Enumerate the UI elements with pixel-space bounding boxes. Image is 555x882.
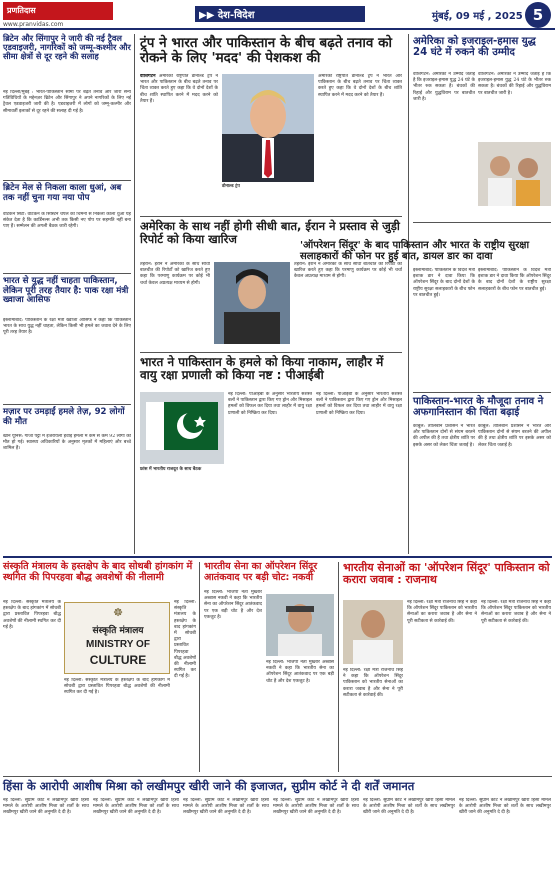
hostage-photo [478,142,551,206]
bottom-body-4a: नई दिल्ली: सुप्रीम कोर्ट ने लखीमपुर खीरी हिंसा मामले के आरोपी आशीष मिश्रा को शर्तों के साथ लखीमपुर खीरी जाने की अनुमति दे दी है। [3,798,89,816]
ministry-english-2: CULTURE [89,653,147,667]
pakistan-flag-illustration [140,392,224,464]
flag-caption: फ्रांस में भारतीय राजदूत के साथ बैठक [140,467,202,472]
bottom-body-3c: नई दिल्ली: रक्षा मंत्री राजनाथ सिंह ने कहा कि ऑपरेशन सिंदूर पाकिस्तान को भारतीय सेनाओं का करारा जवाब है और सेना ने पूरी सटीकता से कार्रवाई की। [481,600,551,624]
site-url: www.pranvidas.com [3,21,64,28]
center-body-2b: तेहरान: ईरान ने अमेरिका के साथ सीधी बातचीत की रिपोर्टों को खारिज करते हुए कहा कि परमाणु कार्यक्रम पर कोई भी चर्चा केवल अप्रत्यक्ष माध्यम से होगी। [294,262,402,280]
ministry-english-1: MINISTRY OF [86,639,150,650]
bottom-headline-3: भारतीय सेनाओं का 'ऑपरेशन सिंदूर' पाकिस्तान को करारा जवाब : राजनाथ [343,561,550,587]
naqvi-illustration [266,594,334,656]
bottom-body-1c: नई दिल्ली: संस्कृति मंत्रालय के हस्तक्षेप के बाद हांगकांग में सोथबी द्वारा प्रस्तावित पिपरहवा बौद्ध अवशेषों की नीलामी स्थगित कर दी गई है। [174,600,196,680]
page-number: 5 [525,2,551,28]
naqvi-photo [266,594,334,656]
bottom-body-2: नई दिल्ली: भाजपा नेता मुख्तार अब्बास नकवी ने कहा कि भारतीय सेना का ऑपरेशन सिंदूर आतंकवाद पर एक बड़ी चोट है और देश एकजुट है। [204,590,262,620]
left-headline-1: ब्रिटेन और सिंगापुर ने जारी की नई ट्रैवल एडवाइजरी, नागरिकों को जम्मू-कश्मीर और सीमा क्षेत्रों से दूर रहने की सलाह [3,33,131,62]
column-divider [408,34,409,554]
divider [140,216,402,217]
divider [3,404,131,405]
page-header [0,0,555,30]
divider [3,180,131,181]
pakistan-flag-photo [140,392,224,464]
trump-photo [222,74,314,182]
right-headline-3: पाकिस्तान-भारत के मौजूदा तनाव ने अफगानिस्तान की चिंता बढ़ाई [413,396,544,419]
left-body-4: खान यूनिस: गाजा पट्टी में इजरायली हवाई हमलों में कम से कम 92 लोगों की मौत हो गई। स्वास्थ्य अधिकारियों के अनुसार मृतकों में महिलाएं और बच्चे शामिल हैं। [3,434,131,452]
bottom-body-1: नई दिल्ली: संस्कृति मंत्रालय के हस्तक्षेप के बाद हांगकांग में सोथबी द्वारा प्रस्तावित पिपरहवा बौद्ध अवशेषों की नीलामी स्थगित कर दी गई है। [3,600,61,630]
rajnath-photo [343,600,403,664]
section-divider [3,556,552,558]
ministry-hindi: संस्कृति मंत्रालय [92,626,144,636]
center-right-headline-2: 'ऑपरेशन सिंदूर' के बाद पाकिस्तान और भारत के राष्ट्रीय सुरक्षा सलाहकारों की फोन पर हुई बात, डायल डार का दावा [300,240,530,263]
right-body-1b: वाशिंगटन: अमेरिका ने उम्मीद जताई है कि इजराइल-हमास युद्ध 24 घंटे के भीतर रुक सकता है। बंधकों की रिहाई और युद्धविराम पर बातचीत जारी है। [478,72,551,96]
center-body-3: नई दिल्ली: पीआईबी के अनुसार भारतीय सशस्त्र बलों ने पाकिस्तान द्वारा किए गए ड्रोन और मिसाइल हमलों को विफल कर दिया तथा लाहौर में वायु रक्षा प्रणाली को निष्क्रिय कर दिया। [228,392,312,416]
issue-date: मुंबई, 09 मई , 2025 [432,11,523,22]
bottom-body-1b: नई दिल्ली: संस्कृति मंत्रालय के हस्तक्षेप के बाद हांगकांग में सोथबी द्वारा प्रस्तावित पिपरहवा बौद्ध अवशेषों की नीलामी स्थगित कर दी गई है। [64,678,170,696]
emblem-icon: ☸ [113,606,123,619]
right-body-2b: इस्लामाबाद: पाकिस्तान के विदेश मंत्री इशाक डार ने दावा किया कि ऑपरेशन सिंदूर के बाद दोनों देशों के राष्ट्रीय सुरक्षा सलाहकारों के बीच फोन पर बातचीत हुई। [478,268,551,292]
section-label: देश-विदेश [217,10,255,21]
center-headline-2: अमेरिका के साथ नहीं होगी सीधी बात, ईरान ने प्रस्ताव से जुड़ी रिपोर्ट को किया खारिज [140,219,400,246]
iran-leader-illustration [214,262,290,344]
right-body-3b: काबुल: तालिबान प्रशासन ने भारत और पाकिस्तान दोनों से संयम बरतने की अपील की है तथा क्षेत्रीय शांति पर इसके असर को लेकर चिंता जताई है। [478,424,551,448]
left-headline-3: भारत से युद्ध नहीं चाहता पाकिस्तान, लेकिन पूरी तरह तैयार है: पाक रक्षा मंत्री ख्वाजा आसिफ [3,276,129,306]
masthead-logo: प्रणतिदास [3,2,113,20]
right-headline-1: अमेरिका को इजराइल-हमास युद्ध 24 घंटे में रुकने की उम्मीद [413,36,536,59]
bottom-body-4d: नई दिल्ली: सुप्रीम कोर्ट ने लखीमपुर खीरी हिंसा मामले के आरोपी आशीष मिश्रा को शर्तों के साथ लखीमपुर खीरी जाने की अनुमति दे दी है। [273,798,359,816]
iran-photo [214,262,290,344]
bottom-body-4e: नई दिल्ली: सुप्रीम कोर्ट ने लखीमपुर खीरी हिंसा मामले के आरोपी आशीष मिश्रा को शर्तों के साथ लखीमपुर खीरी जाने की अनुमति दे दी है। [363,798,455,816]
bottom-headline-1: संस्कृति मंत्रालय के हस्तक्षेप के बाद सोथबी हांगकांग में स्थगित की पिपरहवा बौद्ध अवशेषों की नीलामी [3,561,193,583]
divider [413,222,551,223]
protest-illustration [478,142,551,206]
rajnath-illustration [343,600,403,664]
center-body-2: तेहरान: ईरान ने अमेरिका के साथ सीधी बातचीत की रिपोर्टों को खारिज करते हुए कहा कि परमाणु कार्यक्रम पर कोई भी चर्चा केवल अप्रत्यक्ष माध्यम से होगी। [140,262,210,286]
dateline: वाशिंगटन [140,74,156,79]
left-body-3: इस्लामाबाद: पाकिस्तान के रक्षा मंत्री ख्वाजा आसिफ ने कहा कि पाकिस्तान भारत के साथ युद्ध नहीं चाहता, लेकिन किसी भी हमले का जवाब देने के लिए पूरी तरह तैयार है। [3,318,131,336]
article-text: अमेरिकी राष्ट्रपति डोनाल्ड ट्रंप ने भारत और पाकिस्तान के बीच बढ़ते तनाव पर चिंता व्यक्त करते हुए कहा कि वे दोनों देशों के बीच शांति स्थापित करने में मदद करने को तैयार हैं। [140,74,218,104]
divider [3,273,131,274]
right-body-1: वाशिंगटन: अमेरिका ने उम्मीद जताई है कि इजराइल-हमास युद्ध 24 घंटे के भीतर रुक सकता है। बंधकों की रिहाई और युद्धविराम पर बातचीत जारी है। [413,72,475,102]
bottom-body-4f: नई दिल्ली: सुप्रीम कोर्ट ने लखीमपुर खीरी हिंसा मामले के आरोपी आशीष मिश्रा को शर्तों के साथ लखीमपुर खीरी जाने की अनुमति दे दी है। [459,798,551,816]
column-divider [199,562,200,772]
center-body-1 [140,74,218,214]
trump-illustration [222,74,314,182]
bottom-body-3: नई दिल्ली: रक्षा मंत्री राजनाथ सिंह ने कहा कि ऑपरेशन सिंदूर पाकिस्तान को भारतीय सेनाओं का करारा जवाब है और सेना ने पूरी सटीकता से कार्रवाई की। [343,668,403,698]
bottom-body-4c: नई दिल्ली: सुप्रीम कोर्ट ने लखीमपुर खीरी हिंसा मामले के आरोपी आशीष मिश्रा को शर्तों के साथ लखीमपुर खीरी जाने की अनुमति दे दी है। [183,798,269,816]
section-title [195,6,365,22]
bottom-body-4b: नई दिल्ली: सुप्रीम कोर्ट ने लखीमपुर खीरी हिंसा मामले के आरोपी आशीष मिश्रा को शर्तों के साथ लखीमपुर खीरी जाने की अनुमति दे दी है। [93,798,179,816]
bottom-headline-4: हिंसा के आरोपी आशीष मिश्रा को लखीमपुर खीरी जाने की इजाजत, सुप्रीम कोर्ट ने दी शर्तें जमानत [3,779,415,793]
column-divider [134,34,135,554]
section-divider [3,776,552,777]
center-body-3b: नई दिल्ली: पीआईबी के अनुसार भारतीय सशस्त्र बलों ने पाकिस्तान द्वारा किए गए ड्रोन और मिसाइल हमलों को विफल कर दिया तथा लाहौर में वायु रक्षा प्रणाली को निष्क्रिय कर दिया। [316,392,402,416]
bottom-body-3b: नई दिल्ली: रक्षा मंत्री राजनाथ सिंह ने कहा कि ऑपरेशन सिंदूर पाकिस्तान को भारतीय सेनाओं का करारा जवाब है और सेना ने पूरी सटीकता से कार्रवाई की। [407,600,477,624]
section-arrow-icon: ▶▶ [199,10,215,21]
divider [413,392,551,393]
right-body-2: इस्लामाबाद: पाकिस्तान के विदेश मंत्री इशाक डार ने दावा किया कि ऑपरेशन सिंदूर के बाद दोनों देशों के राष्ट्रीय सुरक्षा सलाहकारों के बीच फोन पर बातचीत हुई। [413,268,475,298]
center-headline-1: ट्रंप ने भारत और पाकिस्तान के बीच बढ़ते तनाव को रोकने के लिए 'मदद' की पेशकश की [140,35,392,67]
ministry-culture-logo [64,602,170,674]
left-headline-4: मज़ार पर उमड़ाईं हमले तेज़, 92 लोगों की मौत [3,407,125,427]
right-body-3: काबुल: तालिबान प्रशासन ने भारत और पाकिस्तान दोनों से संयम बरतने की अपील की है तथा क्षेत्रीय शांति पर इसके असर को लेकर चिंता जताई है। [413,424,475,448]
left-body-2: वेटिकन सिटी: वेटिकन के सिस्टिन चैपल की चिमनी से निकला काला धुआं यह संकेत देता है कि कार्डिनल्स अभी तक किसी नए पोप पर सहमति नहीं बना पाए हैं। सम्मेलन की अगली बैठक जारी रहेगी। [3,212,131,230]
bottom-body-2b: नई दिल्ली: भाजपा नेता मुख्तार अब्बास नकवी ने कहा कि भारतीय सेना का ऑपरेशन सिंदूर आतंकवाद पर एक बड़ी चोट है और देश एकजुट है। [266,660,334,684]
center-headline-3: भारत ने पाकिस्तान के हमले को किया नाकाम, लाहौर में वायु रक्षा प्रणाली को किया नष्ट : पीआईबी [140,355,384,383]
center-body-1b: अमेरिकी राष्ट्रपति डोनाल्ड ट्रंप ने भारत और पाकिस्तान के बीच बढ़ते तनाव पर चिंता व्यक्त करते हुए कहा कि वे दोनों देशों के बीच शांति स्थापित करने में मदद करने को तैयार हैं। [318,74,402,98]
bottom-headline-2: भारतीय सेना का ऑपरेशन सिंदूर आतंकवाद पर बड़ी चोट: नकवी [204,561,318,583]
left-headline-2: ब्रिटेन मेल से निकला काला धुआं, अब तक नहीं चुना गया नया पोप [3,183,122,203]
divider [140,352,402,353]
column-divider [338,562,339,772]
trump-caption: डोनाल्ड ट्रंप [222,184,240,189]
left-body-1: नई दिल्ली/मुंबई : भारत-पाकिस्तान सीमा पर बढ़ते तनाव और जारी सैन्य गतिविधियों के मद्देनज़र ब्रिटेन और सिंगापुर ने अपने नागरिकों के लिए नई ट्रैवल एडवाइजरी जारी की है। एडवाइजरी में लोगों को जम्मू-कश्मीर और सीमावर्ती इलाकों से दूर रहने की सलाह दी गई है। [3,90,131,114]
